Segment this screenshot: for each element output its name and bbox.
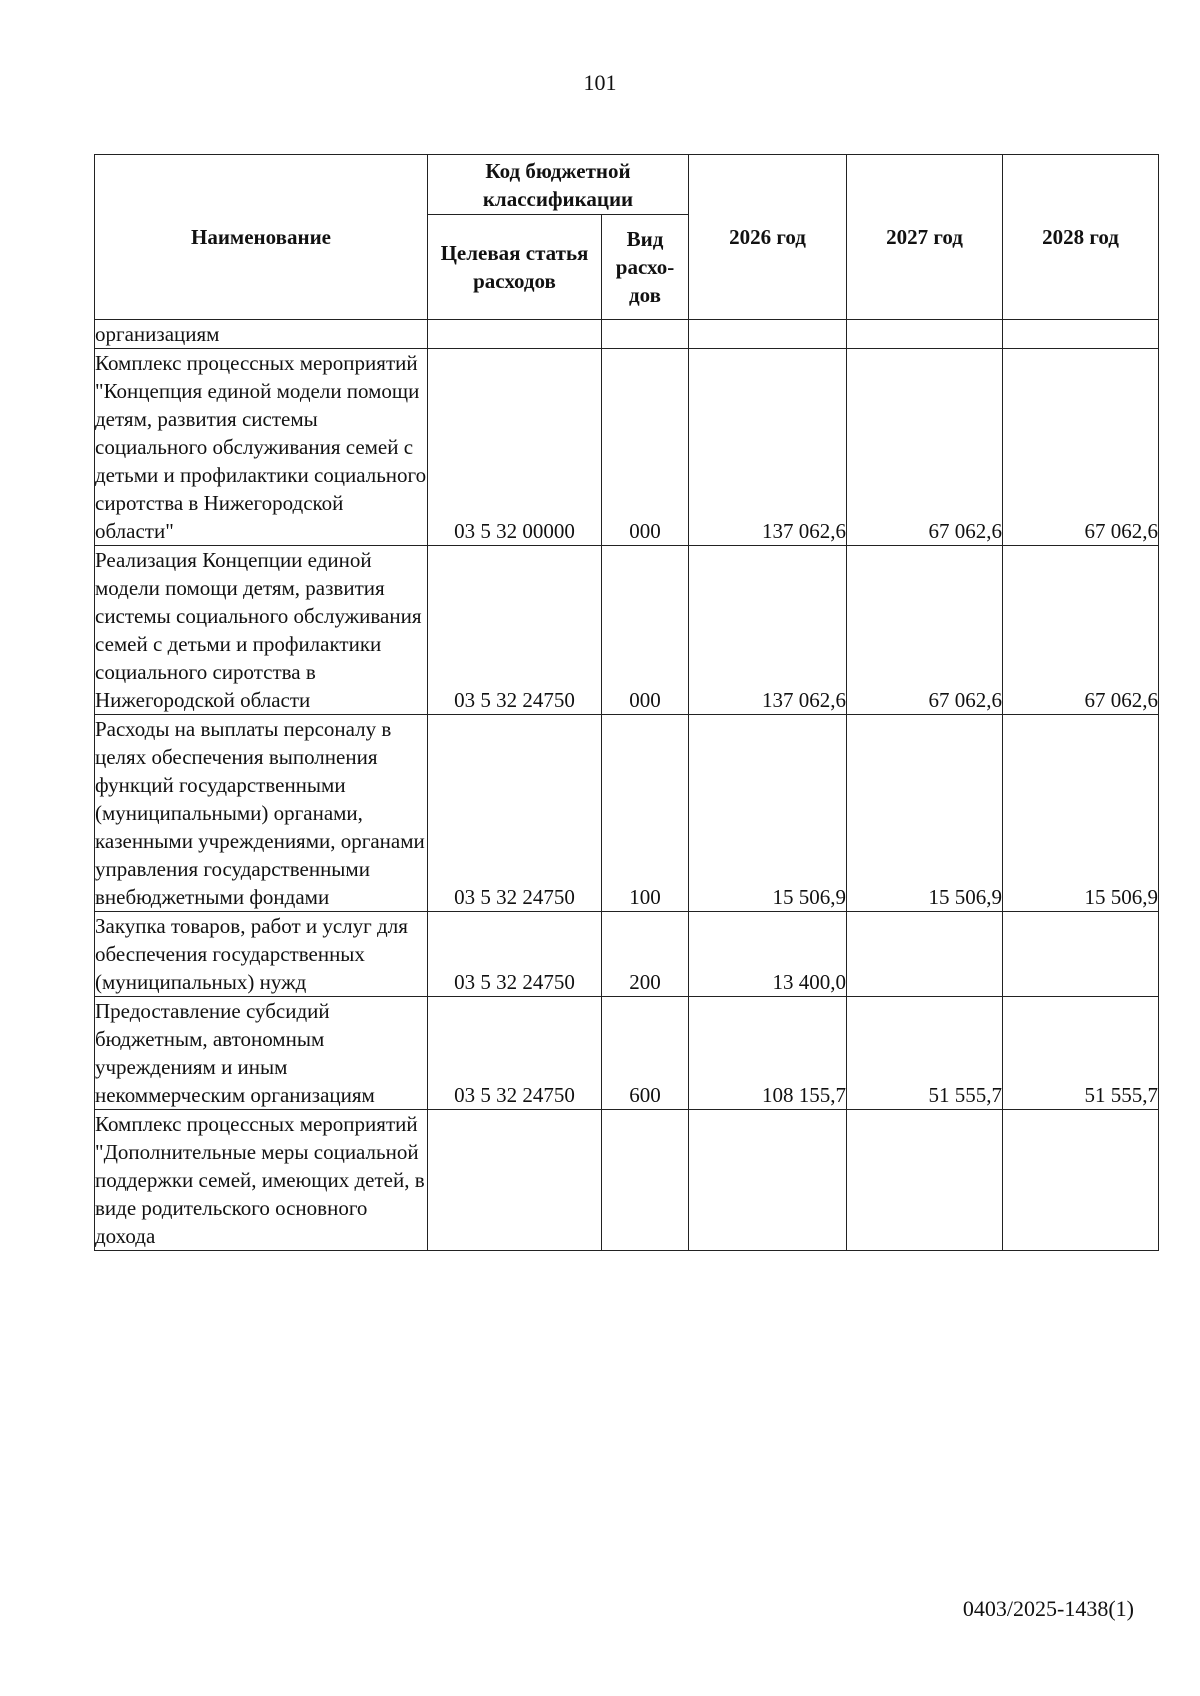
row-2028 — [1003, 320, 1159, 349]
table-row — [95, 349, 1159, 546]
row-vid: 200 — [602, 912, 689, 997]
row-2028: 51 555,7 — [1003, 997, 1159, 1110]
row-code — [428, 320, 602, 349]
header-2028: 2028 год — [1003, 155, 1159, 320]
header-2027: 2027 год — [847, 155, 1003, 320]
row-2026: 137 062,6 — [689, 349, 847, 546]
row-2026 — [689, 1110, 847, 1251]
row-vid: 000 — [602, 349, 689, 546]
row-2028: 67 062,6 — [1003, 546, 1159, 715]
row-name: организациям — [95, 320, 428, 349]
row-2028: 15 506,9 — [1003, 715, 1159, 912]
row-code: 03 5 32 24750 — [428, 997, 602, 1110]
table-row — [95, 1110, 1159, 1251]
table-row — [95, 320, 1159, 349]
row-name: Комплекс процессных мероприятий "Концепция единой модели помощи детям, развития системы социального обслуживания семей с детьми и профилактики социального сиротства в Нижегородской области" — [95, 349, 428, 546]
row-vid: 600 — [602, 997, 689, 1110]
row-2027: 51 555,7 — [847, 997, 1003, 1110]
budget-table — [94, 154, 1159, 1251]
row-2027 — [847, 1110, 1003, 1251]
table-row — [95, 912, 1159, 997]
row-name: Предоставление субсидий бюджетным, автономным учреждениям и иным некоммерческим организациям — [95, 997, 428, 1110]
row-name: Расходы на выплаты персоналу в целях обеспечения выполнения функций государственными (муниципальными) органами, казенными учреждениями, органами управления государственными внебюджетными фондами — [95, 715, 428, 912]
row-name: Реализация Концепции единой модели помощи детям, развития системы социального обслуживания семей с детьми и профилактики социального сиротства в Нижегородской области — [95, 546, 428, 715]
row-code: 03 5 32 24750 — [428, 546, 602, 715]
header-name: Наименование — [95, 155, 428, 320]
table-row — [95, 997, 1159, 1110]
row-2027: 15 506,9 — [847, 715, 1003, 912]
header-2026: 2026 год — [689, 155, 847, 320]
row-2027 — [847, 912, 1003, 997]
row-code: 03 5 32 24750 — [428, 715, 602, 912]
row-2028 — [1003, 912, 1159, 997]
header-kbk: Код бюджетной классификации — [428, 155, 689, 215]
row-2026: 108 155,7 — [689, 997, 847, 1110]
row-name: Комплекс процессных мероприятий "Дополнительные меры социальной поддержки семей, имеющих детей, в виде родительского основного дохода — [95, 1110, 428, 1251]
row-2026: 137 062,6 — [689, 546, 847, 715]
row-2027: 67 062,6 — [847, 546, 1003, 715]
header-vid: Вид расхо-дов — [602, 215, 689, 320]
row-2026: 15 506,9 — [689, 715, 847, 912]
row-vid: 000 — [602, 546, 689, 715]
row-2028 — [1003, 1110, 1159, 1251]
row-vid — [602, 320, 689, 349]
row-2027 — [847, 320, 1003, 349]
table-row — [95, 546, 1159, 715]
row-2027: 67 062,6 — [847, 349, 1003, 546]
row-2028: 67 062,6 — [1003, 349, 1159, 546]
row-name: Закупка товаров, работ и услуг для обеспечения государственных (муниципальных) нужд — [95, 912, 428, 997]
document-id: 0403/2025-1438(1) — [962, 1596, 1134, 1621]
row-code: 03 5 32 00000 — [428, 349, 602, 546]
row-2026: 13 400,0 — [689, 912, 847, 997]
header-target: Целевая статья расходов — [428, 215, 602, 320]
page-number: 101 — [583, 70, 617, 95]
row-vid — [602, 1110, 689, 1251]
row-2026 — [689, 320, 847, 349]
table-row — [95, 715, 1159, 912]
row-code: 03 5 32 24750 — [428, 912, 602, 997]
row-vid: 100 — [602, 715, 689, 912]
row-code — [428, 1110, 602, 1251]
